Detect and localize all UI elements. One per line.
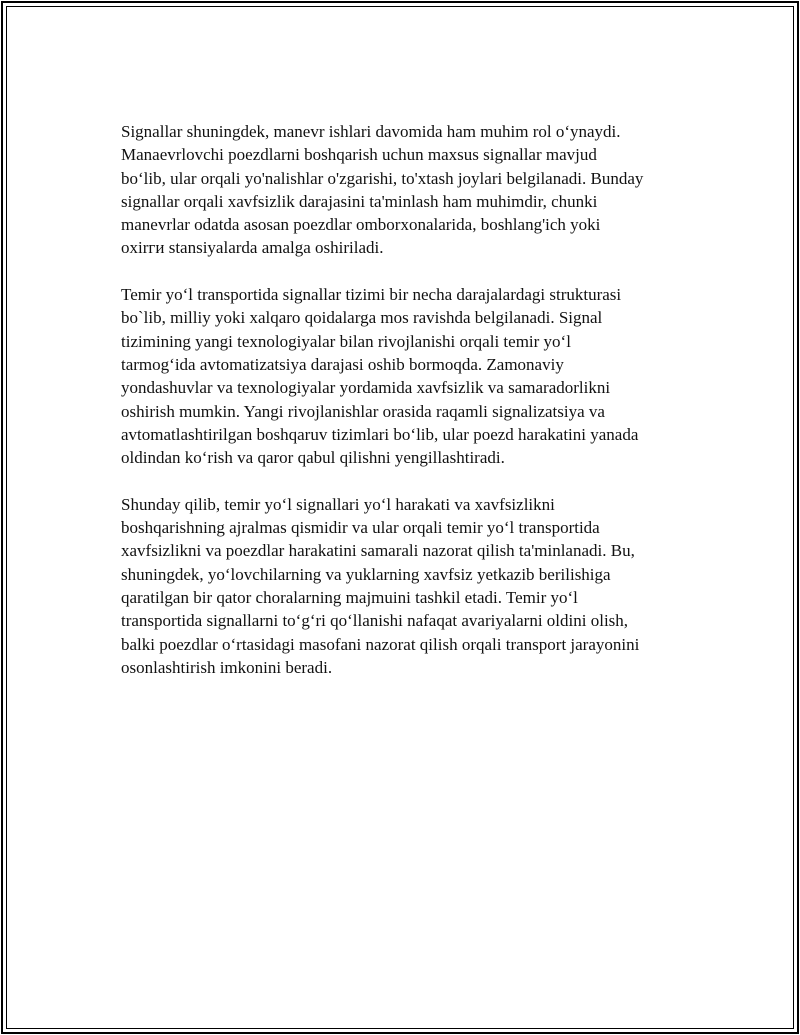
text-line: oldindan ko‘rish va qaror qabul qilishni yengillashtiradi. [121, 448, 505, 468]
text-line: boshqarishning ajralmas qismidir va ular orqali temir yo‘l transportida [121, 518, 600, 538]
text-line: manevrlar odatda asosan poezdlar omborxonalarida, boshlang'ich yoki [121, 215, 601, 235]
text-line: avtomatlashtirilgan boshqaruv tizimlari bo‘lib, ular poezd harakatini yanada [121, 424, 639, 444]
text-line: signallar orqali xavfsizlik darajasini ta'minlash ham muhimdir, chunki [121, 191, 598, 211]
text-line: balki poezdlar o‘rtasidagi masofani nazorat qilish orqali transport jarayonini [121, 634, 640, 654]
text-line: osonlashtirish imkonini beradi. [121, 657, 333, 677]
text-line: oshirish mumkin. Yangi rivojlanishlar orasida raqamli signalizatsiya va [121, 401, 605, 421]
text-line: tarmog‘ida avtomatizatsiya darajasi oshib bormoqda. Zamonaviy [121, 354, 564, 374]
paragraph-signal-system [121, 283, 701, 469]
paragraph-signals-maneuver [121, 120, 701, 260]
text-line: yondashuvlar va texnologiyalar yordamida xavfsizlik va samaradorlikni [121, 378, 611, 398]
document-body [121, 120, 701, 702]
text-line: transportida signallarni to‘g‘ri qo‘llanishi nafaqat avariyalarni oldini olish, [121, 611, 629, 631]
text-line: bo‘lib, ular orqali yo'nalishlar o'zgarishi, to'xtash joylari belgilanadi. Bunday [121, 168, 644, 188]
text-line: bo`lib, milliy yoki xalqaro qoidalarga mos ravishda belgilanadi. Signal [121, 308, 603, 328]
text-line: oxirги stansiyalarda amalga oshiriladi. [121, 238, 384, 258]
text-line: qaratilgan bir qator choralarning majmuini tashkil etadi. Temir yo‘l [121, 587, 578, 607]
page-border [1, 1, 799, 1034]
text-line: Manaevrlovchi poezdlarni boshqarish uchun maxsus signallar mavjud [121, 145, 597, 165]
paragraph-conclusion [121, 493, 701, 679]
text-line: Shunday qilib, temir yo‘l signallari yo‘l harakati va xavfsizlikni [121, 494, 555, 514]
text-line: Signallar shuningdek, manevr ishlari davomida ham muhim rol o‘ynaydi. [121, 122, 621, 141]
text-line: tizimining yangi texnologiyalar bilan rivojlanishi orqali temir yo‘l [121, 331, 571, 351]
text-line: xavfsizlikni va poezdlar harakatini samarali nazorat qilish ta'minlanadi. Bu, [121, 541, 635, 561]
text-line: shuningdek, yo‘lovchilarning va yuklarning xavfsiz yetkazib berilishiga [121, 564, 611, 584]
text-line: Temir yo‘l transportida signallar tizimi bir necha darajalardagi strukturasi [121, 285, 622, 305]
